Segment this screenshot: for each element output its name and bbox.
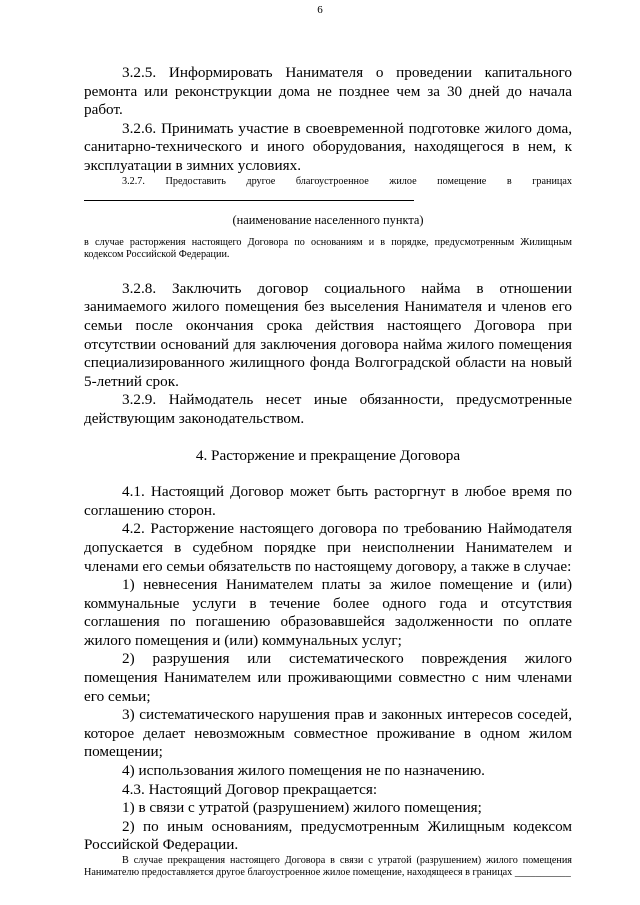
clause-4-2-item-2: 2) разрушения или систематического повреждения жилого помещения Нанимателем или проживающими совместно с ним членами его семьи;: [84, 650, 572, 705]
clause-4-2-item-4: 4) использования жилого помещения не по назначению.: [122, 762, 485, 780]
clause-4-3: 4.3. Настоящий Договор прекращается:: [122, 780, 378, 798]
clause-3-2-7-continuation: в случае расторжения настоящего Договора по основаниям и в порядке, предусмотренным Жилищным кодексом Российской Федерации.: [84, 236, 572, 261]
section-4-heading: 4. Расторжение и прекращение Договора: [195, 446, 461, 464]
clause-3-2-6: 3.2.6. Принимать участие в своевременной подготовке жилого дома, санитарно-технического и иного оборудования, находящегося в нем, к эксплуатации в зимних условиях.: [84, 119, 572, 174]
clause-4-2-item-3: 3) систематического нарушения прав и законных интересов соседей, которое делает невозможным совместное проживание в одном жилом помещении;: [84, 706, 572, 761]
clause-4-1: 4.1. Настоящий Договор может быть расторгнут в любое время по соглашению сторон.: [84, 483, 572, 519]
clause-3-2-8: 3.2.8. Заключить договор социального найма в отношении занимаемого жилого помещения без выселения Нанимателя и членов его семьи после окончания срока действия настоящего Договора при отсутствии оснований для заключения договора найма жилого помещения специализированного жилищного фонда Волгоградской области на новый 5-летний срок.: [84, 279, 572, 390]
page-content: [84, 64, 572, 880]
clause-3-2-9: 3.2.9. Наймодатель несет иные обязанности, предусмотренные действующим законодательством.: [84, 391, 572, 427]
settlement-caption: (наименование населенного пункта): [232, 212, 424, 227]
clause-3-2-7: 3.2.7. Предоставить другое благоустроенное жилое помещение в границах: [122, 175, 572, 187]
termination-note: В случае прекращения настоящего Договора в связи с утратой (разрушением) жилого помещения Нанимателю предоставляется другое благоустроенное жилое помещение, находящееся в границах ___________: [84, 855, 572, 879]
clause-4-2: 4.2. Расторжение настоящего договора по требованию Наймодателя допускается в судебном порядке при неисполнении Нанимателем и членами его семьи обязательств по настоящему договору, а также в случае:: [84, 520, 572, 575]
clause-3-2-5: 3.2.5. Информировать Нанимателя о проведении капитального ремонта или реконструкции дома не позднее чем за 30 дней до начала работ.: [84, 64, 572, 119]
clause-4-3-item-2: 2) по иным основаниям, предусмотренным Жилищным кодексом Российской Федерации.: [84, 817, 572, 854]
clause-4-2-item-1: 1) невнесения Нанимателем платы за жилое помещение и (или) коммунальные услуги в течение более одного года и отсутствия соглашения по погашению образовавшейся задолженности по оплате жилого помещения и (или) коммунальных услуг;: [84, 576, 572, 649]
clause-4-3-item-1: 1) в связи с утратой (разрушением) жилого помещения;: [122, 799, 482, 817]
page-number: 6: [317, 4, 323, 16]
